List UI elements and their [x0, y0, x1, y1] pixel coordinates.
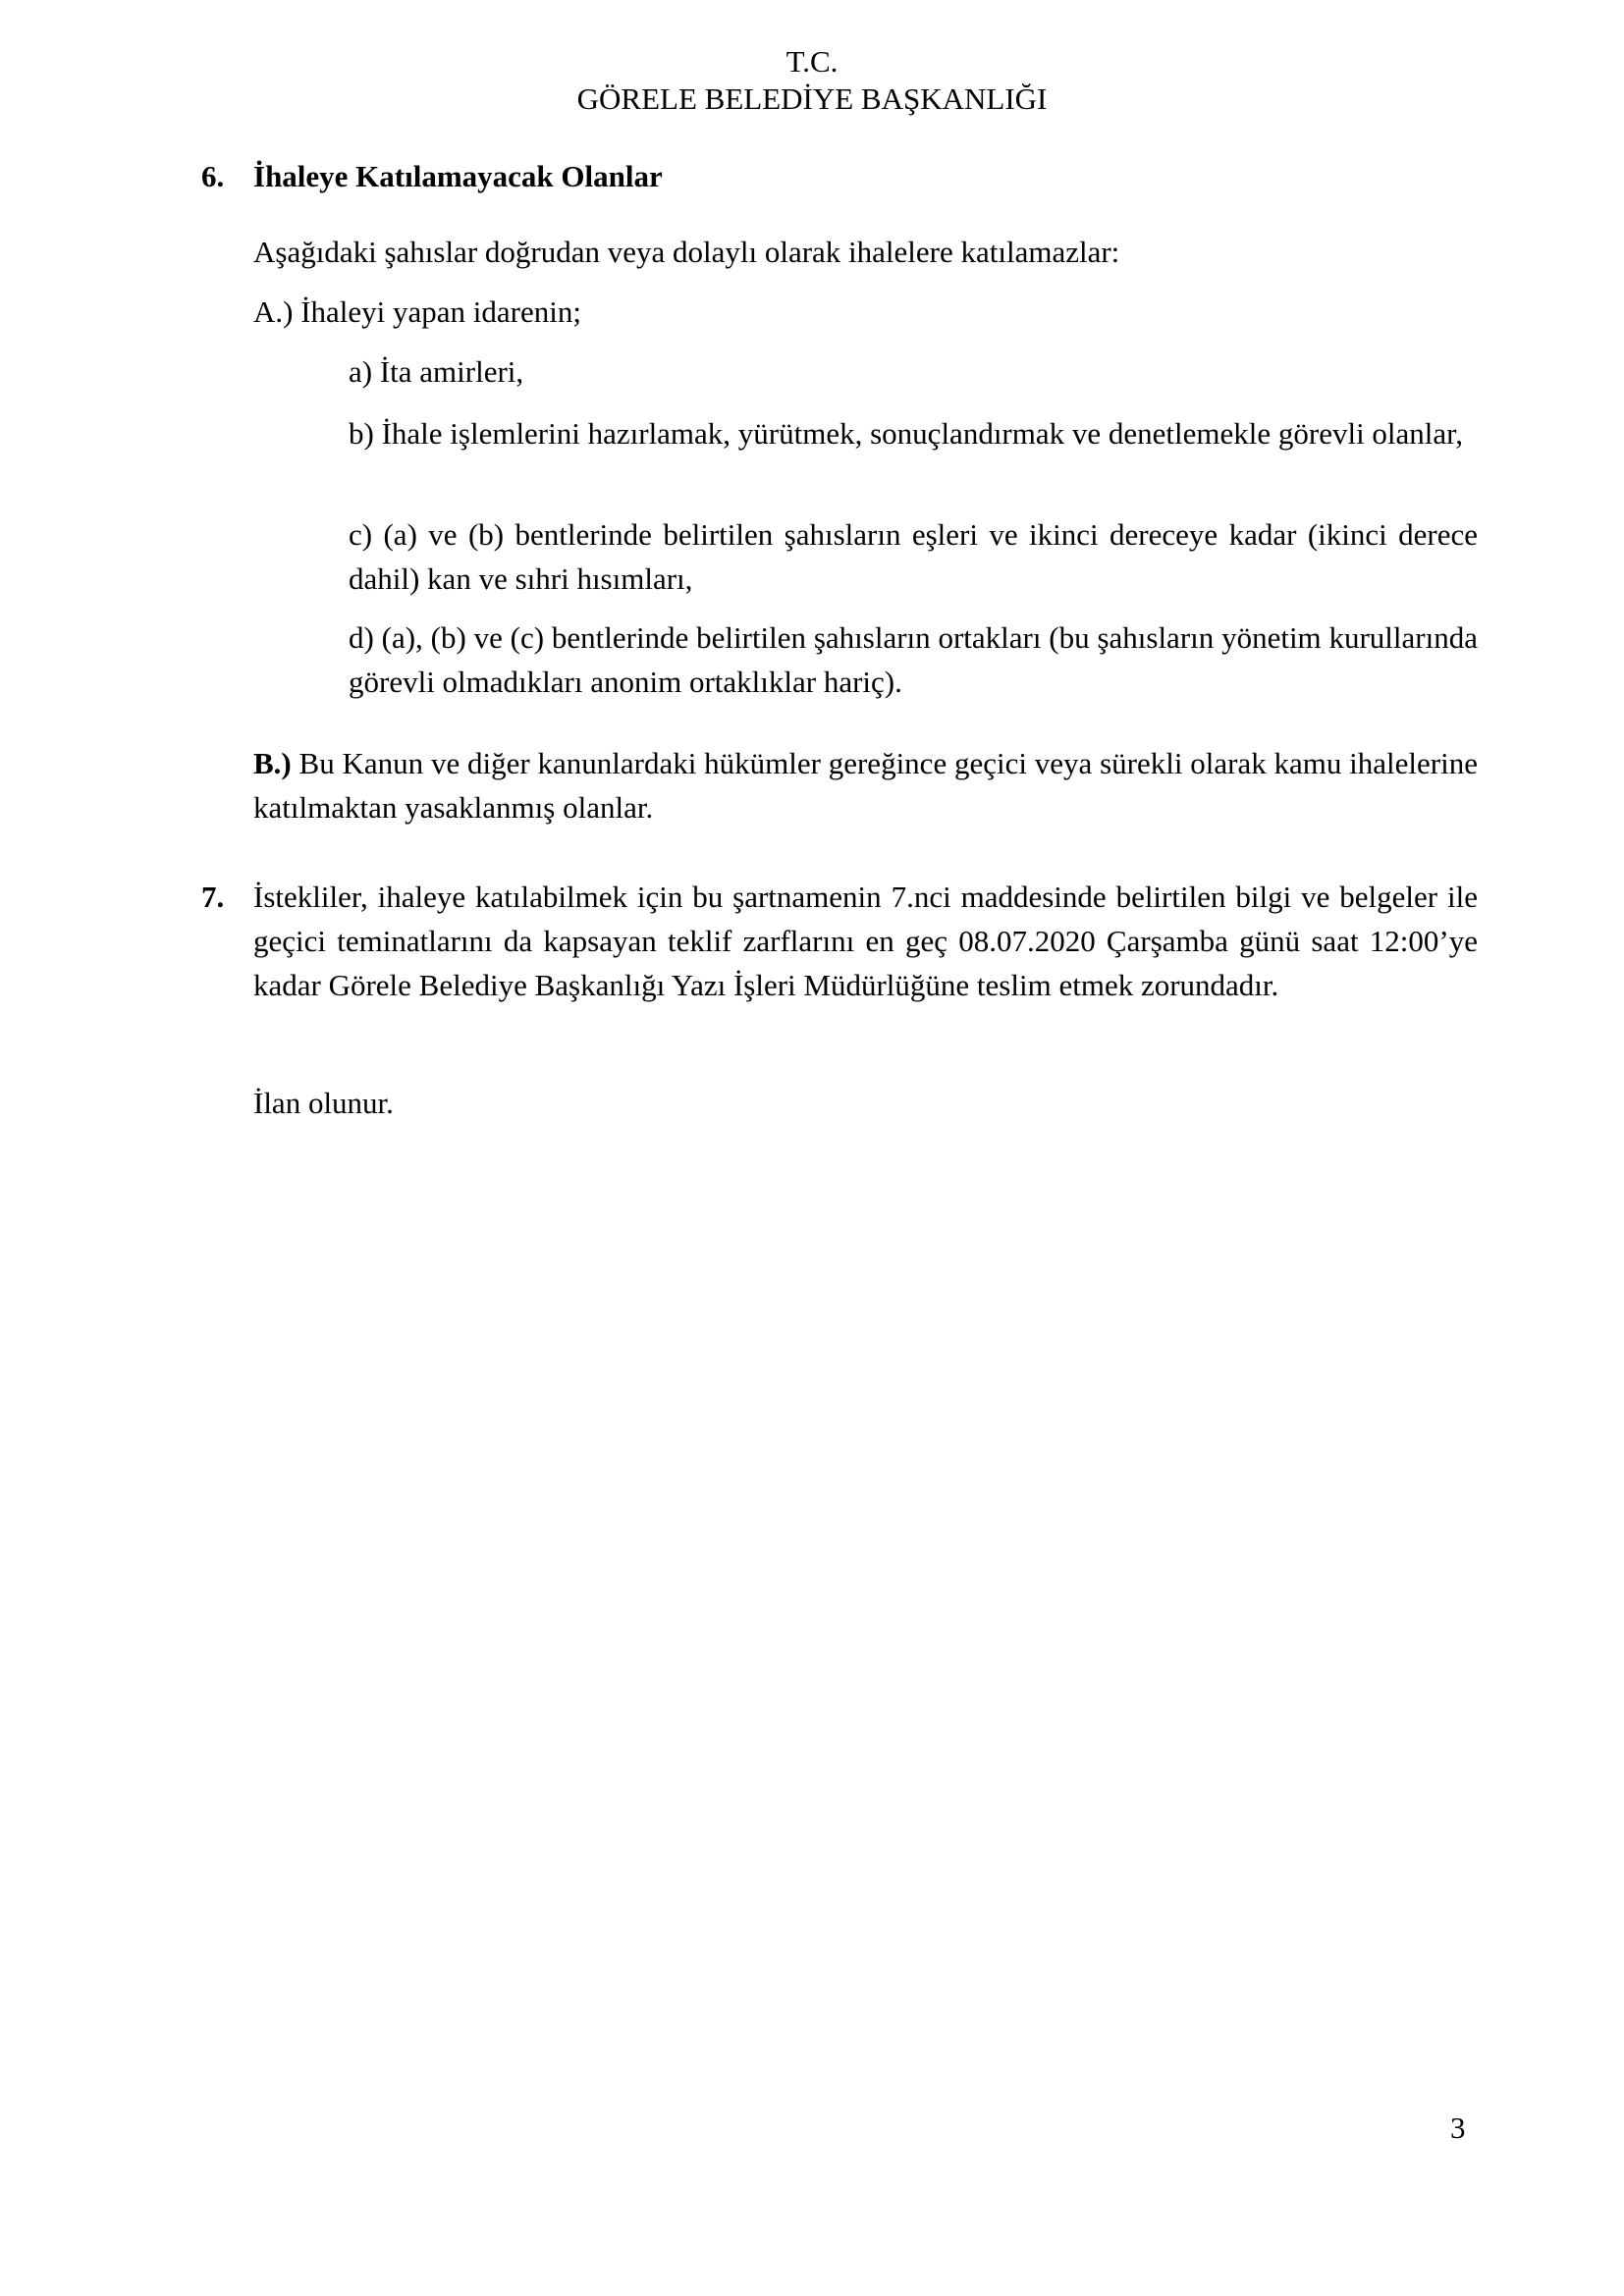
section-6-b-label: B.) [253, 746, 292, 780]
page-number: 3 [1450, 2110, 1466, 2145]
list-item: c) (a) ve (b) bentlerinde belirtilen şahısların eşleri ve ikinci dereceye kadar (ikinci derece dahil) kan ve sıhri hısımları, [349, 517, 1478, 596]
section-6-b-text: Bu Kanun ve diğer kanunlardaki hükümler gereğince geçici veya sürekli olarak kamu ihalelerine katılmaktan yasaklanmış olanlar. [253, 746, 1478, 825]
list-item: a) İta amirleri, [349, 354, 524, 389]
section-6-intro: Aşağıdaki şahıslar doğrudan veya dolaylı olarak ihalelere katılamazlar: [253, 235, 1120, 269]
list-item: d) (a), (b) ve (c) bentlerinde belirtilen şahısların ortakları (bu şahısların yönetim kurullarında görevli olmadıkları anonim ortaklıklar hariç). [349, 620, 1478, 699]
section-7-number: 7. [201, 880, 225, 914]
list-item: b) İhale işlemlerini hazırlamak, yürütmek, sonuçlandırmak ve denetlemekle görevli olanlar, [349, 416, 1464, 451]
section-6-title: İhaleye Katılamayacak Olanlar [253, 159, 663, 193]
section-7-text: İstekliler, ihaleye katılabilmek için bu şartnamenin 7.nci maddesinde belirtilen bilgi ve belgeler ile geçici teminatlarını da kapsayan teklif zarflarını en geç 08.07.2020 Çarşamba günü saat 12:00’ye kadar Görele Belediye Başkanlığı Yazı İşleri Müdürlüğüne teslim etmek zorundadır. [253, 880, 1478, 1002]
header-municipality: GÖRELE BELEDİYE BAŞKANLIĞI [576, 81, 1048, 116]
section-6-a-heading: A.) İhaleyi yapan idarenin; [253, 294, 581, 329]
header-tc: T.C. [785, 44, 839, 79]
closing-text: İlan olunur. [253, 1086, 394, 1120]
section-6-number: 6. [201, 159, 225, 193]
section-6-b-paragraph [253, 741, 1478, 829]
